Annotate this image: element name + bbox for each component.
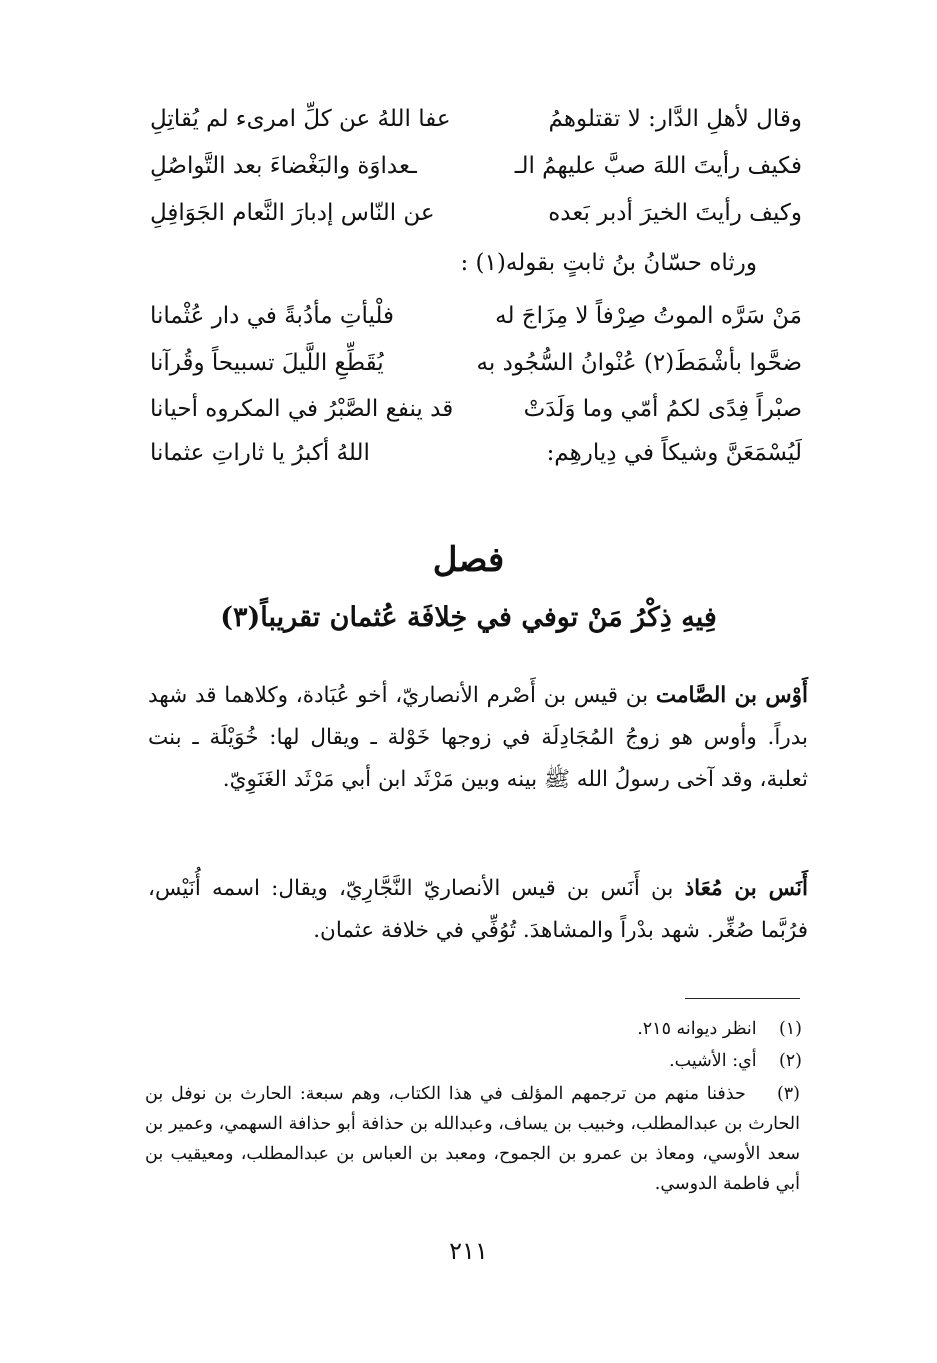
entry-aws-bin-al-samit bbox=[148, 675, 808, 801]
entry-anas-bin-muadh bbox=[148, 868, 808, 952]
poem2-line2-hemistich2: يُقَطِّعِ اللَّيلَ تسبيحاً وقُرآنا bbox=[150, 350, 384, 376]
poem1-line2-hemistich2: ـعداوَة والبَغْضاءَ بعد التَّواصُلِ bbox=[150, 153, 417, 179]
footnote-number: (٣) bbox=[776, 1084, 800, 1104]
poem2-line3-hemistich1: صبْراً فِدًى لكمُ أمّي وما وَلَدَتْ bbox=[523, 396, 802, 422]
footnote-number: (٢) bbox=[778, 1051, 802, 1071]
poem1-line3-hemistich2: عن النّاس إدبارَ النَّعام الجَوَافِلِ bbox=[150, 200, 435, 226]
section-heading: فصل bbox=[432, 540, 505, 580]
poem1-line1-hemistich2: عفا اللهُ عن كلِّ امرىء لم يُقاتِلِ bbox=[150, 106, 451, 132]
poem2-line3-hemistich2: قد ينفع الصَّبْرُ في المكروه أحيانا bbox=[150, 396, 454, 422]
footnote-1 bbox=[637, 1014, 802, 1044]
footnote-text: حذفنا منهم من ترجمهم المؤلف في هذا الكتاب، وهم سبعة: الحارث بن نوفل بن الحارث بن عبدالمطلب، وخبيب بن يساف، وعبدالله بن حذافة أبو حذافة السهمي، وعمير بن سعد الأوسي، ومعاذ بن عمرو بن الجموح، ومعبد بن العباس بن عبدالمطلب، ومعيقيب بن أبي فاطمة الدوسي. bbox=[145, 1084, 800, 1194]
entry-text: بن قيس بن أَصْرم الأنصاريّ، أخو عُبَادة، وكلاهما قد شهد بدراً. وأوس هو زوجُ المُجَادِلَة في زوجها خَوْلة ـ ويقال لها: خُوَيْلَة ـ بنت ثعلبة، وقد آخى رسولُ الله ﷺ بينه وبين مَرْثَد ابن أبي مَرْثَد الغَنَوِيّ. bbox=[148, 683, 808, 792]
section-subtitle: فِيهِ ذِكْرُ مَنْ توفي في خِلافَة عُثمان تقريباً(٣) bbox=[220, 602, 717, 633]
entry-name: أَوْس بن الصَّامت bbox=[655, 683, 808, 708]
footnote-2 bbox=[669, 1046, 802, 1076]
poem2-line2-hemistich1: ضحَّوا بأشْمَطَ(٢) عُنْوانُ السُّجُود به bbox=[476, 350, 802, 376]
footnote-number: (١) bbox=[778, 1019, 802, 1039]
poem1-line3-hemistich1: وكيف رأيتَ الخيرَ أدبر بَعده bbox=[548, 200, 802, 226]
entry-name: أَنَس بن مُعَاذ bbox=[684, 876, 808, 901]
poem2-line1-hemistich2: فلْيأتِ مأدُبةً في دار عُثْمانا bbox=[150, 303, 395, 329]
footnote-3 bbox=[145, 1079, 800, 1199]
poem1-line1-hemistich1: وقال لأهلِ الدَّار: لا تقتلوهمُ bbox=[548, 106, 802, 132]
poem2-line4-hemistich2: اللهُ أكبرُ يا ثاراتِ عثمانا bbox=[150, 440, 370, 466]
footnote-divider bbox=[685, 998, 800, 999]
entry-text: بن أَنَس بن قيس الأنصاريّ النَّجَّارِيّ، ويقال: اسمه أُنَيْس، فرُبَّما صُغِّر. شهد بدْراً والمشاهدَ. تُوُفِّي في خلافة عثمان. bbox=[148, 876, 808, 943]
footnote-text: أي: الأشيب. bbox=[669, 1051, 757, 1071]
footnote-text: انظر ديوانه ٢١٥. bbox=[637, 1019, 757, 1039]
elegy-intro: ورثاه حسّانُ بنُ ثابتٍ بقوله(١) : bbox=[460, 250, 757, 276]
poem1-line2-hemistich1: فكيف رأيتَ اللهَ صبَّ عليهمُ الـ bbox=[514, 153, 802, 179]
poem2-line1-hemistich1: مَنْ سَرَّه الموتُ صِرْفاً لا مِزَاجَ له bbox=[495, 303, 802, 329]
page-number: ٢١١ bbox=[449, 1237, 488, 1265]
poem2-line4-hemistich1: لَيُسْمَعَنَّ وشيكاً في دِيارهِم: bbox=[546, 440, 802, 466]
